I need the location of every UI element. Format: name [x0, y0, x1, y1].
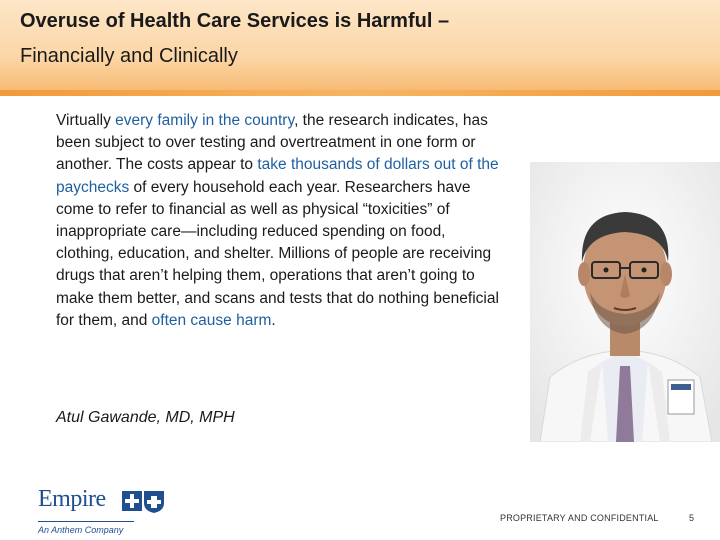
- slide-title-line2: Financially and Clinically: [20, 45, 238, 67]
- header-accent-bar: [0, 90, 720, 96]
- body-paragraph: [56, 110, 506, 332]
- body-segment: of every household each year. Researchers have come to refer to financial as well as physical “toxicities” of inappropriate care—including reduced spending on food, clothing, education, and shelter. Millions of people are receiving drugs that aren’t helping them, operations that aren’t going to make them better, and scans and tests that do nothing beneficial for them, and: [56, 178, 499, 329]
- empire-logo: [38, 486, 178, 536]
- body-segment: .: [271, 311, 276, 329]
- portrait-illustration: [530, 162, 720, 442]
- portrait-photo: [530, 162, 720, 442]
- body-highlight: take thousands of dollars out of the paychecks: [56, 156, 499, 196]
- body-segment: Virtually: [56, 112, 116, 129]
- attribution: Atul Gawande, MD, MPH: [56, 409, 235, 426]
- slide-title-line1: Overuse of Health Care Services is Harmful –: [20, 10, 450, 32]
- page-number: 5: [689, 513, 695, 523]
- body-segment: , the research indicates, has been subject to over testing and overtreatment in one form or another. The costs appear to: [56, 112, 488, 174]
- body-highlight: every family in the country: [115, 112, 295, 129]
- logo-divider: [38, 521, 134, 522]
- blue-cross-blue-shield-icon: [122, 491, 164, 513]
- logo-subline: An Anthem Company: [38, 525, 124, 535]
- logo-wordmark: Empire: [38, 486, 106, 512]
- body-highlight: often cause harm: [151, 311, 272, 329]
- footer-confidential: PROPRIETARY AND CONFIDENTIAL: [500, 513, 659, 523]
